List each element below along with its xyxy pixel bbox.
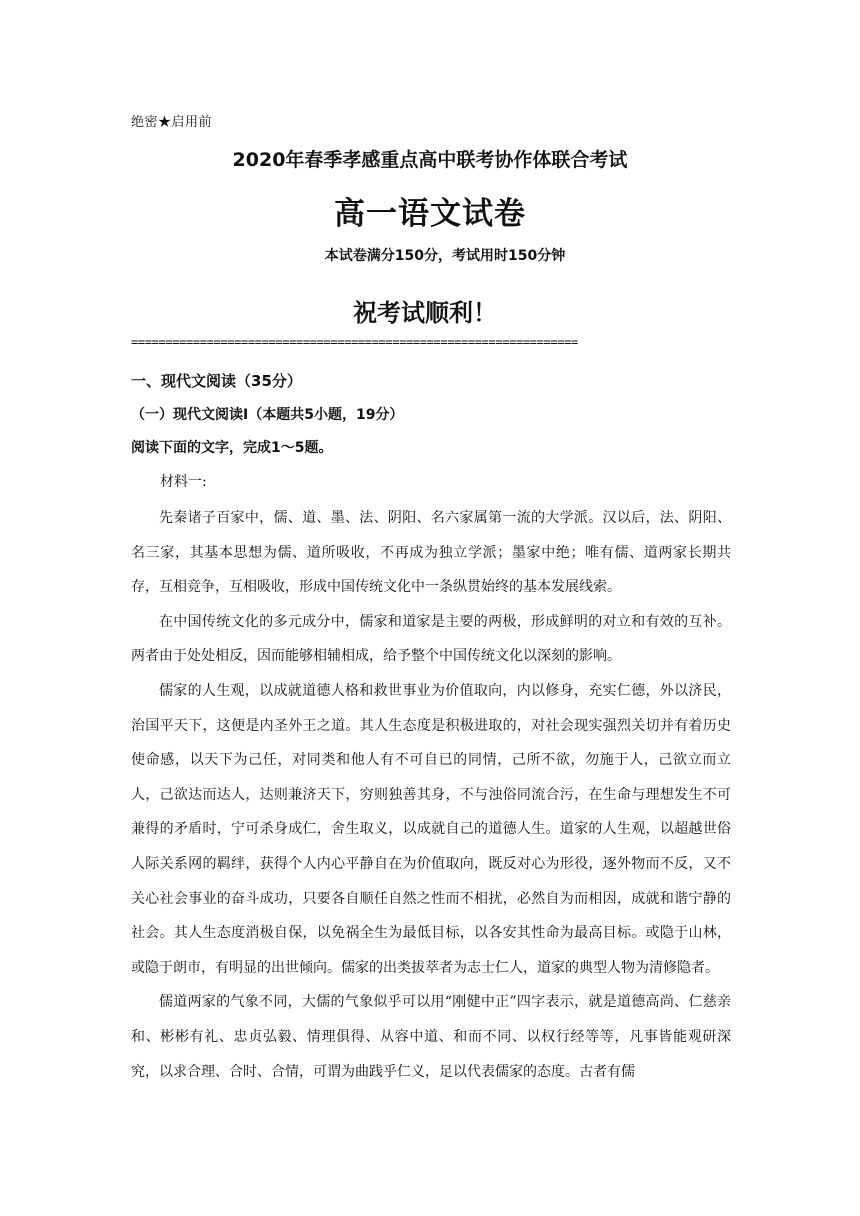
passage-paragraph: 在中国传统文化的多元成分中，儒家和道家是主要的两极，形成鲜明的对立和有效的互补。两者由于处处相反，因而能够相辅相成，给予整个中国传统文化以深刻的影响。	[131, 613, 731, 665]
paper-title: 高一语文试卷	[334, 196, 526, 232]
subsection-heading: （一）现代文阅读Ⅰ（本题共5小题，19分）	[131, 407, 404, 423]
reading-instruction: 阅读下面的文字，完成1～5题。	[131, 440, 333, 456]
section-heading: 一、现代文阅读（35分）	[131, 372, 302, 390]
passage-paragraph: 儒家的人生观，以成就道德人格和救世事业为价值取向，内以修身，充实仁德，外以济民，治国平天下，这便是内圣外王之道。其人生态度是积极进取的，对社会现实强烈关切并有着历史使命感，以天下为己任，对同类和他人有不可自已的同情，己所不欲，勿施于人，己欲立而立人，己欲达而达人，达则兼济天下，穷则独善其身，不与浊俗同流合污，在生命与理想发生不可兼得的矛盾时，宁可杀身成仁，舍生取义，以成就自己的道德人生。道家的人生观，以超越世俗人际关系网的羁绊，获得个人内心平静自在为价值取向，既反对心为形役，逐外物而不反，又不关心社会事业的奋斗成功，只要各自顺任自然之性而不相扰，必然自为而相因，成就和谐宁静的社会。其人生态度消极自保，以免祸全生为最低目标，以各安其性命为最高目标。或隐于山林，或隐于朗市，有明显的出世倾向。儒家的出类拔萃者为志士仁人，道家的典型人物为清修隐者。	[131, 682, 731, 976]
exam-name: 2020年春季孝感重点高中联考协作体联合考试	[232, 149, 628, 171]
confidential-mark: 绝密★启用前	[131, 115, 213, 130]
score-time-line: 本试卷满分150分，考试用时150分钟	[324, 248, 566, 264]
passage-paragraph: 先秦诸子百家中，儒、道、墨、法、阴阳、名六家属第一流的大学派。汉以后，法、阴阳、名三家，其基本思想为儒、道所吸收，不再成为独立学派；墨家中绝；唯有儒、道两家长期共存，互相竞争，互相吸收，形成中国传统文化中一条纵贯始终的基本发展线索。	[131, 510, 731, 596]
material-label: 材料一:	[160, 474, 207, 490]
divider-line: =================================================================	[131, 336, 578, 348]
reading-passage	[131, 501, 731, 1089]
blessing-text: 祝考试顺利！	[353, 299, 497, 327]
passage-paragraph: 儒道两家的气象不同，大儒的气象似乎可以用“刚健中正”四字表示，就是道德高尚、仁慈亲和、彬彬有礼、忠贞弘毅、情理俱得、从容中道、和而不同、以权行经等等，凡事皆能观研深究，以求合理、合时、合情，可谓为曲践乎仁义，足以代表儒家的态度。古者有儒	[131, 994, 731, 1080]
